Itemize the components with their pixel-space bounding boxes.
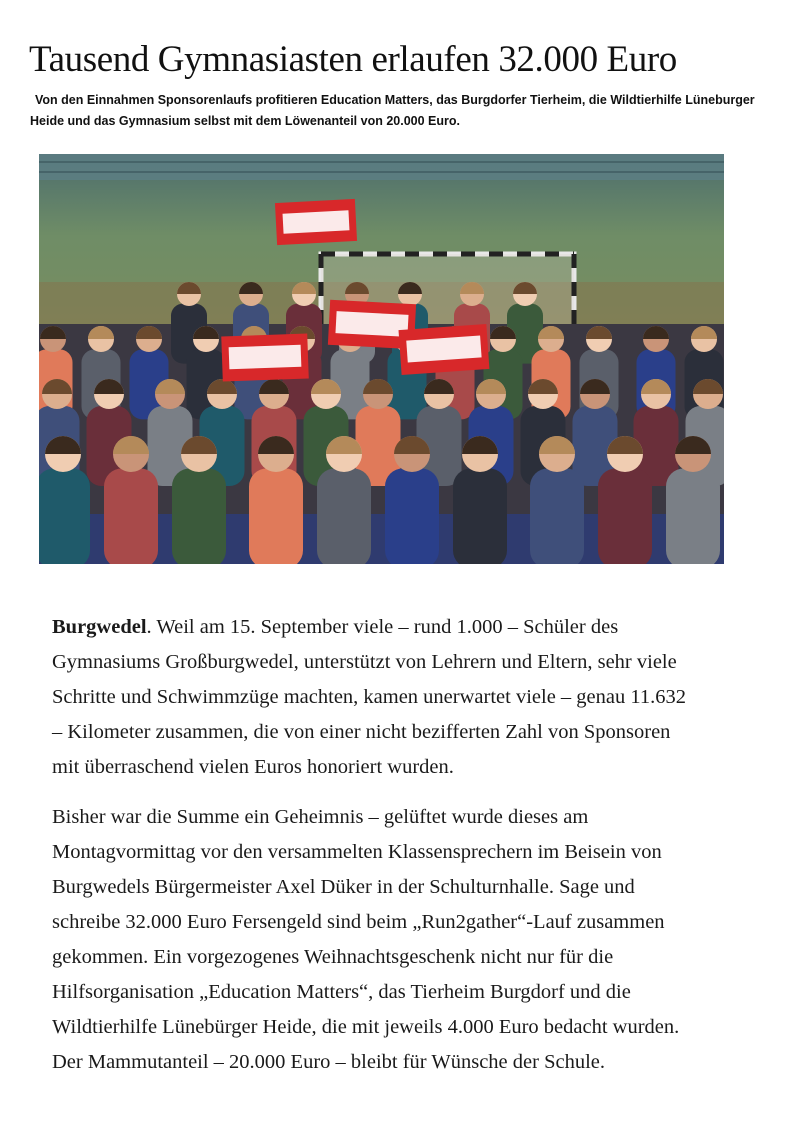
paragraph-line: Der Mammutanteil – 20.000 Euro – bleibt für Wünsche der Schule.: [52, 1051, 605, 1073]
article-photo: [39, 154, 724, 564]
person-body: [598, 468, 652, 564]
group-photo-illustration: [39, 154, 724, 564]
paragraph-line: schreibe 32.000 Euro Fersengeld sind beim „Run2gather“-Lauf zusammen: [52, 911, 665, 933]
dateline-place: Burgwedel: [52, 616, 147, 638]
paragraph-line: – Kilometer zusammen, die von einer nicht bezifferten Zahl von Sponsoren: [52, 721, 671, 743]
paragraph-line: Burgwedels Bürgermeister Axel Düker in der Schulturnhalle. Sage und: [52, 876, 635, 898]
person-body: [39, 468, 90, 564]
paragraph-line: Schritte und Schwimmzüge machten, kamen unerwartet viele – genau 11.632: [52, 686, 686, 708]
paragraph-line: Wildtierhilfe Lünebürger Heide, die mit jeweils 4.000 Euro bedacht wurden.: [52, 1016, 680, 1038]
paragraph-line: Montagvormittag vor den versammelten Klassensprechern im Beisein von: [52, 841, 662, 863]
lead-paragraph: [30, 90, 765, 132]
paragraph-line: Gymnasiums Großburgwedel, unterstützt von Lehrern und Eltern, sehr viele: [52, 651, 677, 673]
lead-line: Von den Einnahmen Sponsorenlaufs profitieren Education Matters, das Burgdorfer Tierheim, die Wildtierhilfe Lüneburger: [35, 93, 755, 107]
check-large: [275, 199, 357, 245]
person-body: [530, 468, 584, 564]
dateline-rest: . Weil am 15. September viele – rund 1.000 – Schüler des: [146, 616, 619, 638]
person-body: [104, 468, 158, 564]
article-paragraph-1: [52, 610, 742, 785]
paragraph-line: gekommen. Ein vorgezogenes Weihnachtsgeschenk nicht nur für die: [52, 946, 614, 968]
person-body: [317, 468, 371, 564]
headline: Tausend Gymnasiasten erlaufen 32.000 Euro: [29, 39, 677, 80]
person-body: [249, 468, 303, 564]
person-body: [666, 468, 720, 564]
person-body: [172, 468, 226, 564]
window-strip: [39, 154, 724, 180]
article-paragraph-2: [52, 800, 742, 1080]
paragraph-line: Hilfsorganisation „Education Matters“, das Tierheim Burgdorf und die: [52, 981, 631, 1003]
paragraph-line: [52, 610, 742, 645]
lead-line: Heide und das Gymnasium selbst mit dem Löwenanteil von 20.000 Euro.: [30, 114, 460, 128]
check-right: [399, 324, 490, 375]
paragraph-line: mit überraschend vielen Euros honoriert wurden.: [52, 756, 454, 778]
person-body: [453, 468, 507, 564]
paragraph-line: Bisher war die Summe ein Geheimnis – gelüftet wurde dieses am: [52, 806, 589, 828]
check-left: [221, 334, 309, 382]
person-body: [385, 468, 439, 564]
